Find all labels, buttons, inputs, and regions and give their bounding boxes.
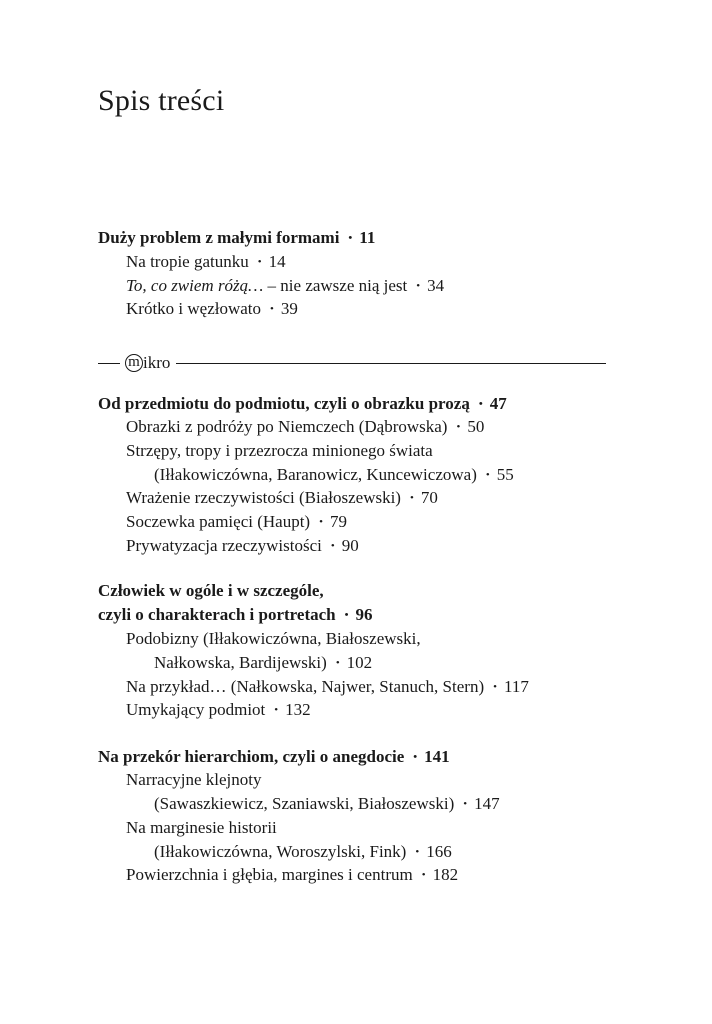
page-number: 79 [329,512,347,531]
page-number: 102 [346,653,373,672]
bullet-separator: • [344,609,349,621]
toc-item-to-co-zwiem-roza[interactable] [126,275,444,297]
page-number: 47 [489,394,507,413]
toc-item-text: Podobizny (Iłłakowiczówna, Białoszewski, [126,629,421,648]
page-number: 90 [341,536,359,555]
page-title: Spis treści [98,84,225,117]
page-number: 55 [496,465,514,484]
toc-heading-text: Na przekór hierarchiom, czyli o anegdocie [98,747,405,766]
toc-item-na-tropie-gatunku[interactable] [126,251,286,273]
toc-heading-czlowiek[interactable] [98,604,372,626]
toc-item-text: Na marginesie historii [126,818,277,837]
bullet-separator: • [493,681,497,693]
toc-heading-duzy-problem[interactable] [98,227,375,249]
toc-heading-text: Duży problem z małymi formami [98,228,340,247]
toc-item-narracyjne-klejnoty-authors[interactable] [154,793,500,815]
bullet-separator: • [330,540,335,552]
toc-item-prywatyzacja[interactable] [126,535,359,557]
bullet-separator: • [415,846,420,858]
toc-item-text: Powierzchnia i głębia, margines i centrum [126,865,413,884]
toc-heading-text: Człowiek w ogóle i w szczególe, [98,581,324,600]
toc-item-podobizny-authors[interactable] [154,652,372,674]
toc-heading-na-przekor[interactable] [98,746,450,768]
page-number: 34 [427,276,445,295]
page-number: 166 [426,842,452,861]
toc-heading-text: Od przedmiotu do podmiotu, czyli o obrazku prozą [98,394,470,413]
divider-rule-right [176,363,606,364]
divider-rule-left [98,363,120,364]
bullet-separator: • [485,469,490,481]
mikro-divider [98,352,606,374]
page-number: 182 [432,865,459,884]
bullet-separator: • [421,869,426,881]
toc-item-text: (Sawaszkiewicz, Szaniawski, Białoszewski) [154,794,455,813]
page-number: 39 [280,299,298,318]
toc-item-text: – nie zawsze nią jest [263,276,408,295]
bullet-separator: • [456,421,461,433]
toc-item-text: Obrazki z podróży po Niemczech (Dąbrowska) [126,417,448,436]
toc-item-strzepy-tropy[interactable] [126,440,433,462]
toc-item-text: Na tropie gatunku [126,252,249,271]
toc-item-na-marginesie[interactable] [126,817,277,839]
page-number: 14 [268,252,286,271]
toc-item-na-marginesie-authors[interactable] [154,841,452,863]
bullet-separator: • [257,256,262,268]
page-number: 11 [359,228,376,247]
toc-item-text: (Iłłakowiczówna, Woroszylski, Fink) [154,842,407,861]
toc-item-text: Nałkowska, Bardijewski) [154,653,327,672]
toc-item-na-przyklad[interactable] [126,676,529,698]
toc-item-umykajacy-podmiot[interactable] [126,699,311,721]
bullet-separator: • [478,398,483,410]
toc-item-text: Umykający podmiot [126,700,266,719]
page-number: 96 [355,605,373,624]
page-number: 50 [467,417,485,436]
toc-item-text: (Iłłakowiczówna, Baranowicz, Kuncewiczowa) [154,465,477,484]
toc-heading-od-przedmiotu[interactable] [98,393,507,415]
bullet-separator: • [463,798,468,810]
bullet-separator: • [416,280,421,292]
page-number: 141 [424,747,450,766]
bullet-separator: • [335,657,340,669]
toc-item-powierzchnia-i-glebia[interactable] [126,864,458,886]
toc-item-soczewka-pamieci[interactable] [126,511,347,533]
toc-item-text: Narracyjne klejnoty [126,770,262,789]
toc-item-krotko-i-wezlowato[interactable] [126,298,298,320]
toc-item-obrazki-z-podrozy[interactable] [126,416,484,438]
toc-item-italic-text: To, co zwiem różą… [126,276,264,295]
page-number: 132 [285,700,311,719]
toc-item-text: Na przykład… (Nałkowska, Najwer, Stanuch, Stern) [126,677,485,696]
toc-item-text: Wrażenie rzeczywistości (Białoszewski) [126,488,401,507]
toc-item-wrazenie-rzeczywistosci[interactable] [126,487,438,509]
toc-heading-czlowiek-line1[interactable] [98,580,324,602]
bullet-separator: • [348,232,353,244]
page-number: 117 [503,677,529,696]
divider-label-rest: ikro [143,353,171,372]
bullet-separator: • [409,492,414,504]
page-number: 70 [420,488,438,507]
toc-item-text: Soczewka pamięci (Haupt) [126,512,311,531]
toc-heading-text: czyli o charakterach i portretach [98,605,336,624]
bullet-separator: • [270,303,274,315]
toc-item-narracyjne-klejnoty[interactable] [126,769,261,791]
toc-item-text: Strzępy, tropy i przezrocza minionego świata [126,441,433,460]
bullet-separator: • [413,751,418,763]
toc-item-text: Prywatyzacja rzeczywistości [126,536,322,555]
page-number: 147 [474,794,500,813]
circled-m-logo: m [125,354,143,372]
toc-item-text: Krótko i węzłowato [126,299,262,318]
toc-item-podobizny[interactable] [126,628,421,650]
toc-item-strzepy-tropy-authors[interactable] [154,464,514,486]
bullet-separator: • [319,516,323,528]
bullet-separator: • [274,704,279,716]
